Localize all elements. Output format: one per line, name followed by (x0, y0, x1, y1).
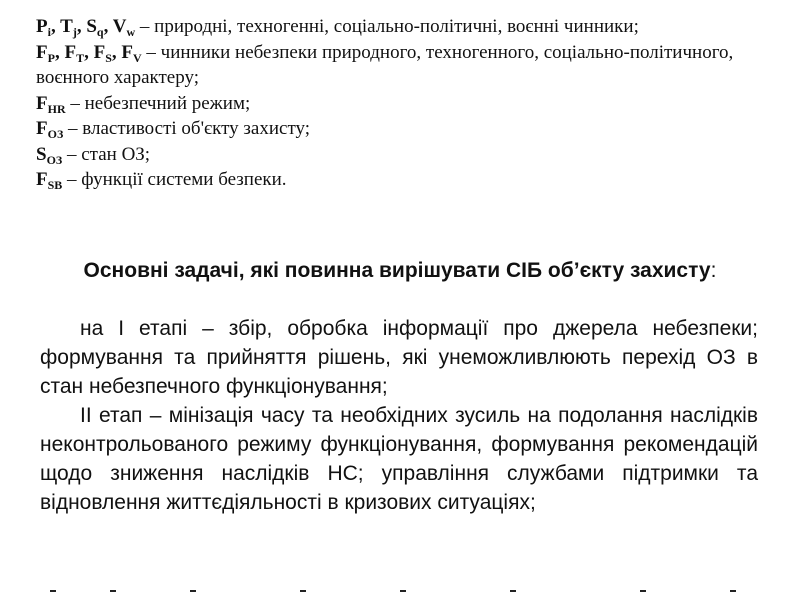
symbol-f-sb: $F_{SB}$ (36, 169, 63, 192)
legend-factors-line: $P_i$, $T_j$, $S_q$, $V_w$ – природні, техногенні, соціально-політичні, воєнні чинники; (36, 16, 639, 39)
symbol-f-s: $F_S$ (93, 41, 112, 65)
task-stage-2: II етап – мінізація часу та необхідних зусиль на подолання наслідків неконтрольованого режиму функціонування, формування рекомендацій щодо зниження наслідків НС; управління службами підтримки та відновлення життєдіяльності в кризових ситуаціях; (40, 404, 758, 514)
section-heading: Основні задачі, які повинна вирішувати СІБ об’єкту захисту: (83, 259, 717, 282)
symbol-t-j: $T_j$ (60, 16, 77, 39)
legend-oz-props-line: $F_{ОЗ}$ – властивості об'єкту захисту; (36, 118, 311, 141)
symbol-s-q: $S_q$ (86, 16, 104, 39)
symbol-s-oz: $S_{ОЗ}$ (36, 143, 63, 167)
symbol-f-t: $F_T$ (64, 41, 85, 65)
legend-sb-line: $F_{SB}$ – функції системи безпеки. (36, 169, 287, 192)
legend-oz-state-line: $S_{ОЗ}$ – стан ОЗ; (36, 143, 151, 167)
task-stage-1: на I етапі – збір, обробка інформації про джерела небезпеки; формування та прийняття рішень, які унеможливлюють перехід ОЗ в стан небезпечного функціонування; (40, 317, 758, 398)
heading-colon: : (710, 259, 717, 282)
symbol-v-w: $V_w$ (112, 16, 136, 39)
legend-factors-text: – природні, техногенні, соціально-політичні, воєнні чинники; (135, 16, 639, 37)
symbol-f-p: $F_P$ (36, 41, 55, 65)
cut-off-next-line (40, 590, 758, 600)
symbol-f-v: $F_V$ (121, 41, 142, 65)
legend-danger-line: $F_P$, $F_T$, $F_S$, $F_V$ – чинники небезпеки природного, техногенного, соціально-політичного, воєнного характеру; (36, 41, 734, 88)
symbol-f-hr: $F_{HR}$ (36, 92, 66, 116)
symbol-f-oz: $F_{ОЗ}$ (36, 118, 64, 141)
legend-hr-line: $F_{HR}$ – небезпечний режим; (36, 92, 251, 116)
symbol-p-i: $P_i$ (36, 16, 51, 39)
symbol-legend (36, 14, 764, 193)
tasks-list (40, 314, 758, 517)
legend-danger-text: – чинники небезпеки природного, техногенного, соціально-політичного, воєнного характеру; (36, 41, 734, 88)
